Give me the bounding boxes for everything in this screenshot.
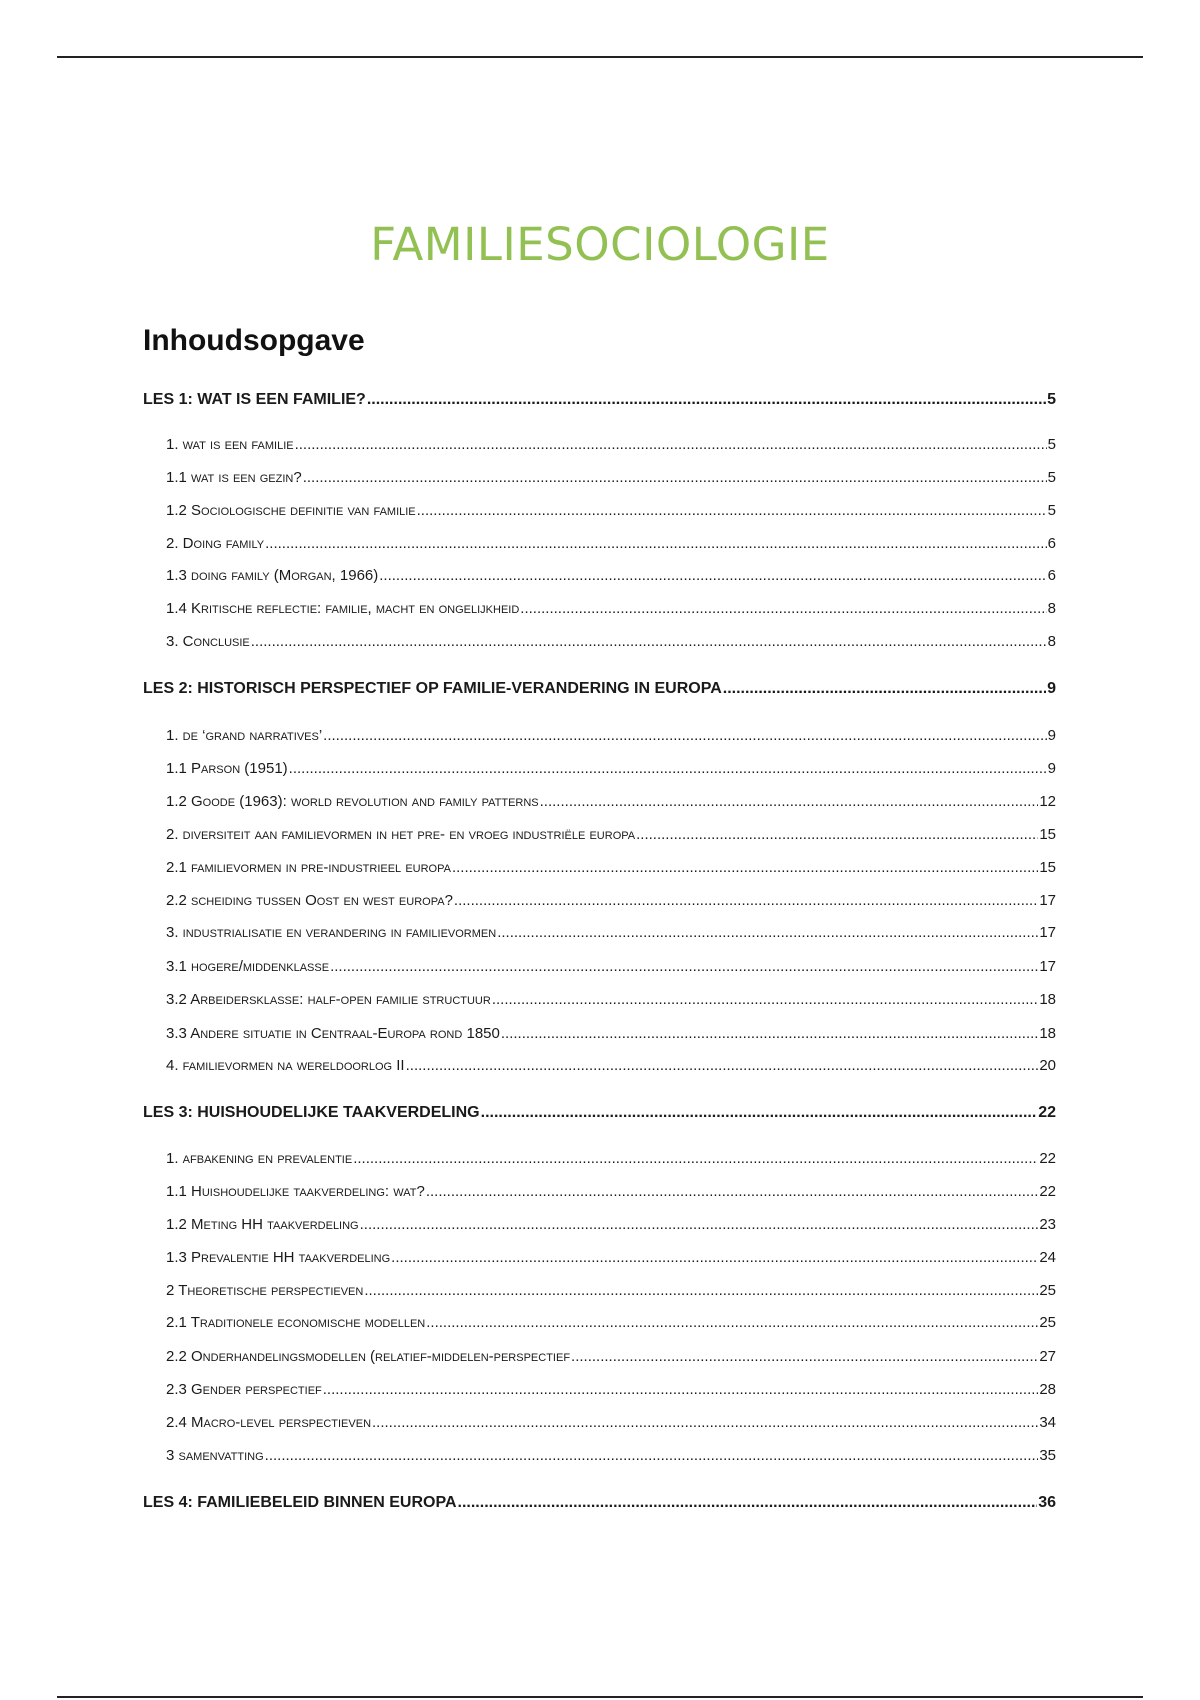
toc-dot-leader xyxy=(295,436,1047,453)
toc-dot-leader xyxy=(406,1057,1039,1074)
toc-entry-label: 2.2 Onderhandelingsmodellen (relatief-middelen-perspectief xyxy=(166,1348,571,1365)
toc-entry[interactable] xyxy=(166,892,1056,909)
toc-entry-page: 17 xyxy=(1039,958,1056,975)
toc-entry-page: 17 xyxy=(1039,892,1056,909)
toc-entry-label: 3.3 Andere situatie in Centraal-Europa rond 1850 xyxy=(166,1025,500,1042)
toc-entry-label: 3. Conclusie xyxy=(166,633,250,650)
toc-entry-label: LES 1: WAT IS EEN FAMILIE? xyxy=(143,391,366,408)
toc-entry[interactable] xyxy=(166,469,1056,486)
toc-dot-leader xyxy=(481,1104,1038,1122)
toc-dot-leader xyxy=(360,1216,1039,1233)
toc-entry-label: LES 2: HISTORISCH PERSPECTIEF OP FAMILIE-VERANDERING IN EUROPA xyxy=(143,680,722,697)
toc-entry[interactable] xyxy=(166,1282,1056,1299)
toc-entry[interactable] xyxy=(166,1447,1056,1464)
toc-entry-page: 6 xyxy=(1047,535,1056,552)
toc-entry-label: LES 4: FAMILIEBELEID BINNEN EUROPA xyxy=(143,1494,457,1511)
toc-entry-page: 24 xyxy=(1039,1249,1056,1266)
toc-dot-leader xyxy=(367,391,1046,409)
toc-dot-leader xyxy=(303,469,1047,486)
toc-entry-page: 22 xyxy=(1039,1150,1056,1167)
toc-entry-label: 4. familievormen na wereldoorlog II xyxy=(166,1057,405,1074)
footer-rule xyxy=(57,1696,1143,1698)
toc-dot-leader xyxy=(379,567,1046,584)
toc-entry[interactable] xyxy=(166,760,1056,777)
toc-entry[interactable] xyxy=(166,924,1056,941)
toc-entry-page: 23 xyxy=(1039,1216,1056,1233)
toc-entry-label: 1.2 Goode (1963): world revolution and family patterns xyxy=(166,793,539,810)
toc-entry[interactable] xyxy=(166,1314,1056,1331)
toc-entry[interactable] xyxy=(166,727,1056,744)
toc-entry[interactable] xyxy=(166,1249,1056,1266)
toc-entry-page: 9 xyxy=(1047,680,1056,697)
toc-entry-label: 1.1 Parson (1951) xyxy=(166,760,288,777)
toc-dot-leader xyxy=(251,633,1047,650)
toc-dot-leader xyxy=(426,1314,1038,1331)
toc-dot-leader xyxy=(501,1025,1038,1042)
toc-entry[interactable] xyxy=(166,1025,1056,1042)
toc-entry[interactable] xyxy=(166,567,1056,584)
toc-entry-page: 5 xyxy=(1047,436,1056,453)
toc-entry-label: 1. de ‘grand narratives’ xyxy=(166,727,323,744)
toc-entry-page: 5 xyxy=(1047,469,1056,486)
document-title: FAMILIESOCIOLOGIE xyxy=(370,218,830,271)
toc-dot-leader xyxy=(353,1150,1038,1167)
toc-entry-label: 1.2 Sociologische definitie van familie xyxy=(166,502,416,519)
toc-entry-page: 25 xyxy=(1039,1314,1056,1331)
toc-entry-label: 2. diversiteit aan familievormen in het pre- en vroeg industriële europa xyxy=(166,826,636,843)
toc-dot-leader xyxy=(417,502,1047,519)
toc-dot-leader xyxy=(454,892,1038,909)
toc-entry-label: 1.1 wat is een gezin? xyxy=(166,469,302,486)
toc-entry-page: 22 xyxy=(1038,1104,1056,1121)
toc-entry[interactable] xyxy=(166,633,1056,650)
toc-entry-page: 18 xyxy=(1039,991,1056,1008)
toc-dot-leader xyxy=(492,991,1039,1008)
toc-entry[interactable] xyxy=(166,502,1056,519)
toc-dot-leader xyxy=(330,958,1038,975)
toc-entry[interactable] xyxy=(166,1381,1056,1398)
toc-entry-les4[interactable] xyxy=(143,1494,1056,1512)
toc-entry[interactable] xyxy=(166,1183,1056,1200)
toc-entry[interactable] xyxy=(166,535,1056,552)
toc-entry[interactable] xyxy=(166,958,1056,975)
toc-entry-page: 8 xyxy=(1047,633,1056,650)
toc-dot-leader xyxy=(452,859,1038,876)
toc-entry-label: 2.4 Macro-level perspectieven xyxy=(166,1414,372,1431)
toc-entry-label: 1.4 Kritische reflectie: familie, macht en ongelijkheid xyxy=(166,600,520,617)
toc-entry-label: 3. industrialisatie en verandering in familievormen xyxy=(166,924,497,941)
toc-dot-leader xyxy=(265,1447,1039,1464)
toc-entry-les1[interactable] xyxy=(143,391,1056,409)
toc-entry-label: 2.3 Gender perspectief xyxy=(166,1381,322,1398)
toc-entry[interactable] xyxy=(166,826,1056,843)
toc-dot-leader xyxy=(540,793,1039,810)
toc-entry-label: 1.2 Meting HH taakverdeling xyxy=(166,1216,359,1233)
toc-entry[interactable] xyxy=(166,1216,1056,1233)
toc-entry-label: 1.3 doing family (Morgan, 1966) xyxy=(166,567,379,584)
toc-entry-label: 2.2 scheiding tussen Oost en west europa? xyxy=(166,892,453,909)
toc-entry-label: 2 Theoretische perspectieven xyxy=(166,1282,364,1299)
toc-entry[interactable] xyxy=(166,991,1056,1008)
toc-entry-page: 27 xyxy=(1039,1348,1056,1365)
toc-entry[interactable] xyxy=(166,436,1056,453)
toc-heading: Inhoudsopgave xyxy=(143,324,365,357)
toc-entry-page: 20 xyxy=(1039,1057,1056,1074)
toc-entry-page: 9 xyxy=(1047,760,1056,777)
toc-entry-label: 3.2 Arbeidersklasse: half-open familie structuur xyxy=(166,991,491,1008)
toc-dot-leader xyxy=(497,924,1038,941)
header-rule xyxy=(57,56,1143,58)
toc-entry[interactable] xyxy=(166,600,1056,617)
toc-entry-page: 9 xyxy=(1047,727,1056,744)
toc-entry-page: 22 xyxy=(1039,1183,1056,1200)
toc-dot-leader xyxy=(364,1282,1038,1299)
toc-entry-page: 15 xyxy=(1039,826,1056,843)
toc-entry-page: 5 xyxy=(1047,391,1056,408)
toc-dot-leader xyxy=(323,1381,1039,1398)
toc-dot-leader xyxy=(426,1183,1039,1200)
toc-entry-les3[interactable] xyxy=(143,1104,1056,1122)
toc-entry-label: 3.1 hogere/middenklasse xyxy=(166,958,330,975)
toc-entry-page: 34 xyxy=(1039,1414,1056,1431)
toc-entry-label: 1.3 Prevalentie HH taakverdeling xyxy=(166,1249,391,1266)
toc-entry-label: 1.1 Huishoudelijke taakverdeling: wat? xyxy=(166,1183,425,1200)
toc-entry[interactable] xyxy=(166,793,1056,810)
toc-dot-leader xyxy=(323,727,1046,744)
toc-entry-page: 17 xyxy=(1039,924,1056,941)
toc-dot-leader xyxy=(265,535,1047,552)
toc-dot-leader xyxy=(289,760,1047,777)
toc-entry-page: 12 xyxy=(1039,793,1056,810)
toc-entry[interactable] xyxy=(166,1414,1056,1431)
toc-entry[interactable] xyxy=(166,1057,1056,1074)
toc-entry-page: 8 xyxy=(1047,600,1056,617)
toc-entry-page: 15 xyxy=(1039,859,1056,876)
toc-entry-page: 36 xyxy=(1038,1494,1056,1511)
toc-entry[interactable] xyxy=(166,1150,1056,1167)
toc-entry[interactable] xyxy=(166,1348,1056,1365)
toc-dot-leader xyxy=(636,826,1038,843)
toc-entry-page: 35 xyxy=(1039,1447,1056,1464)
toc-entry-page: 5 xyxy=(1047,502,1056,519)
toc-dot-leader xyxy=(372,1414,1038,1431)
toc-dot-leader xyxy=(571,1348,1038,1365)
toc-entry-label: 1. afbakening en prevalentie xyxy=(166,1150,353,1167)
toc-entry-page: 6 xyxy=(1047,567,1056,584)
toc-entry-label: LES 3: HUISHOUDELIJKE TAAKVERDELING xyxy=(143,1104,480,1121)
toc-entry-page: 18 xyxy=(1039,1025,1056,1042)
toc-entry-label: 3 samenvatting xyxy=(166,1447,264,1464)
toc-entry-label: 2. Doing family xyxy=(166,535,265,552)
toc-entry-label: 2.1 familievormen in pre-industrieel europa xyxy=(166,859,451,876)
toc-entry[interactable] xyxy=(166,859,1056,876)
toc-dot-leader xyxy=(391,1249,1038,1266)
toc-dot-leader xyxy=(723,680,1046,698)
toc-entry-les2[interactable] xyxy=(143,680,1056,698)
toc-entry-page: 28 xyxy=(1039,1381,1056,1398)
toc-entry-label: 2.1 Traditionele economische modellen xyxy=(166,1314,426,1331)
toc-entry-page: 25 xyxy=(1039,1282,1056,1299)
toc-dot-leader xyxy=(458,1494,1038,1512)
toc-entry-label: 1. wat is een familie xyxy=(166,436,294,453)
toc-dot-leader xyxy=(520,600,1046,617)
